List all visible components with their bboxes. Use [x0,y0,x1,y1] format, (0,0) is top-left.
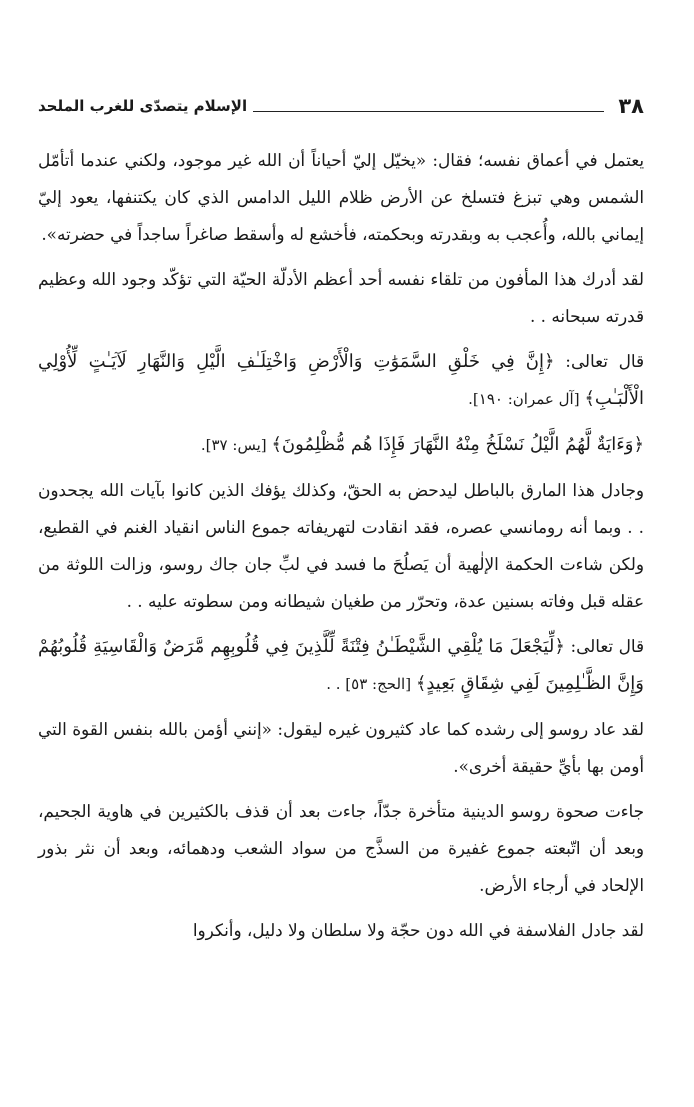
verse-2-text: ﴿وَءَايَةٌ لَّهُمُ الَّيْلُ نَسْلَخُ مِنْهُ النَّهَارَ فَإِذَا هُم مُّظْلِمُونَ﴾ [271,434,644,455]
paragraph-1: يعتمل في أعماق نفسه؛ فقال: «يخيّل إليّ أحياناً أن الله غير موجود، ولكني عندما أتأمّل الشمس وهي تبزغ فتسلخ عن الأرض ظلام الليل الدامس الذي كان يكتنفها، يعود إليّ إيماني بالله، وأُعجب به وبقدرته وبحكمته، فأخشع له وأسقط صاغراً ساجداً في حضرته». [38,150,644,244]
verse-3-reference: [الحج: ٥٣] . . [326,675,416,693]
paragraph-5: جاءت صحوة روسو الدينية متأخرة جدّاً، جاءت بعد أن قذف بالكثيرين في هاوية الجحيم، وبعد أن اتّبعته جموع غفيرة من السذَّج من سواد الشعب ودهمائه، وبعد أن نثر بذور الإلحاد في أرجاء الأرض. [38,801,644,895]
verse-3-intro: قال تعالى: [564,636,644,656]
verse-3-text: ﴿لِّيَجْعَلَ مَا يُلْقِي الشَّيْطَـٰنُ فِتْنَةً لِّلَّذِينَ فِي قُلُوبِهِم مَّرَضٌ وَالْقَاسِيَةِ قُلُوبُهُمْ وَإِنَّ الظَّـٰلِمِينَ لَفِي شِقَاقٍ بَعِيدٍ﴾ [38,636,644,694]
verse-2 [38,426,644,464]
verse-3 [38,628,644,703]
verse-2-reference: [يس: ٣٧]. [200,436,272,454]
page-number: ٣٨ [618,94,644,118]
paragraph-4: لقد عاد روسو إلى رشده كما عاد كثيرون غيره ليقول: «إنني أؤمن بالله بنفس القوة التي أومن بها بأيِّ حقيقة أخرى». [38,719,644,776]
verse-1-text: ﴿إِنَّ فِي خَلْقِ السَّمَوَٰتِ وَالْأَرْضِ وَاخْتِلَـٰفِ الَّيْلِ وَالنَّهَارِ لَآيَـٰتٍ لِّأُوْلِي الْأَلْبَـٰبِ﴾ [38,351,644,409]
verse-1 [38,343,644,418]
book-title: الإسلام يتصدّى للغرب الملحد [38,97,248,115]
header-rule [253,111,604,112]
paragraph-3: وجادل هذا المارق بالباطل ليدحض به الحقّ، وكذلك يؤفك الذين كانوا بآيات الله يجحدون . . وبما أنه رومانسي عصره، فقد انقادت لتهريفاته جموع الناس انقياد الغنم في القطيع، ولكن شاءت الحكمة الإلٰهية أن يَصلُحَ ما فسد في لبِّ جان جاك روسو، وزالت اللوثة من عقله قبل وفاته بسنين عدة، وتحرّر من طغيان شيطانه ومن سطوته عليه . . [38,480,644,611]
paragraph-2: لقد أدرك هذا المأفون من تلقاء نفسه أحد أعظم الأدلّة الحيّة التي تؤكّد وجود الله وعظيم قدرته سبحانه . . [38,269,644,326]
book-page [38,86,644,1067]
verse-1-intro: قال تعالى: [554,351,644,371]
verse-1-reference: [آل عمران: ١٩٠]. [468,390,585,408]
paragraph-6: لقد جادل الفلاسفة في الله دون حجّة ولا سلطان ولا دليل، وأنكروا [192,920,644,940]
running-header [38,86,644,120]
